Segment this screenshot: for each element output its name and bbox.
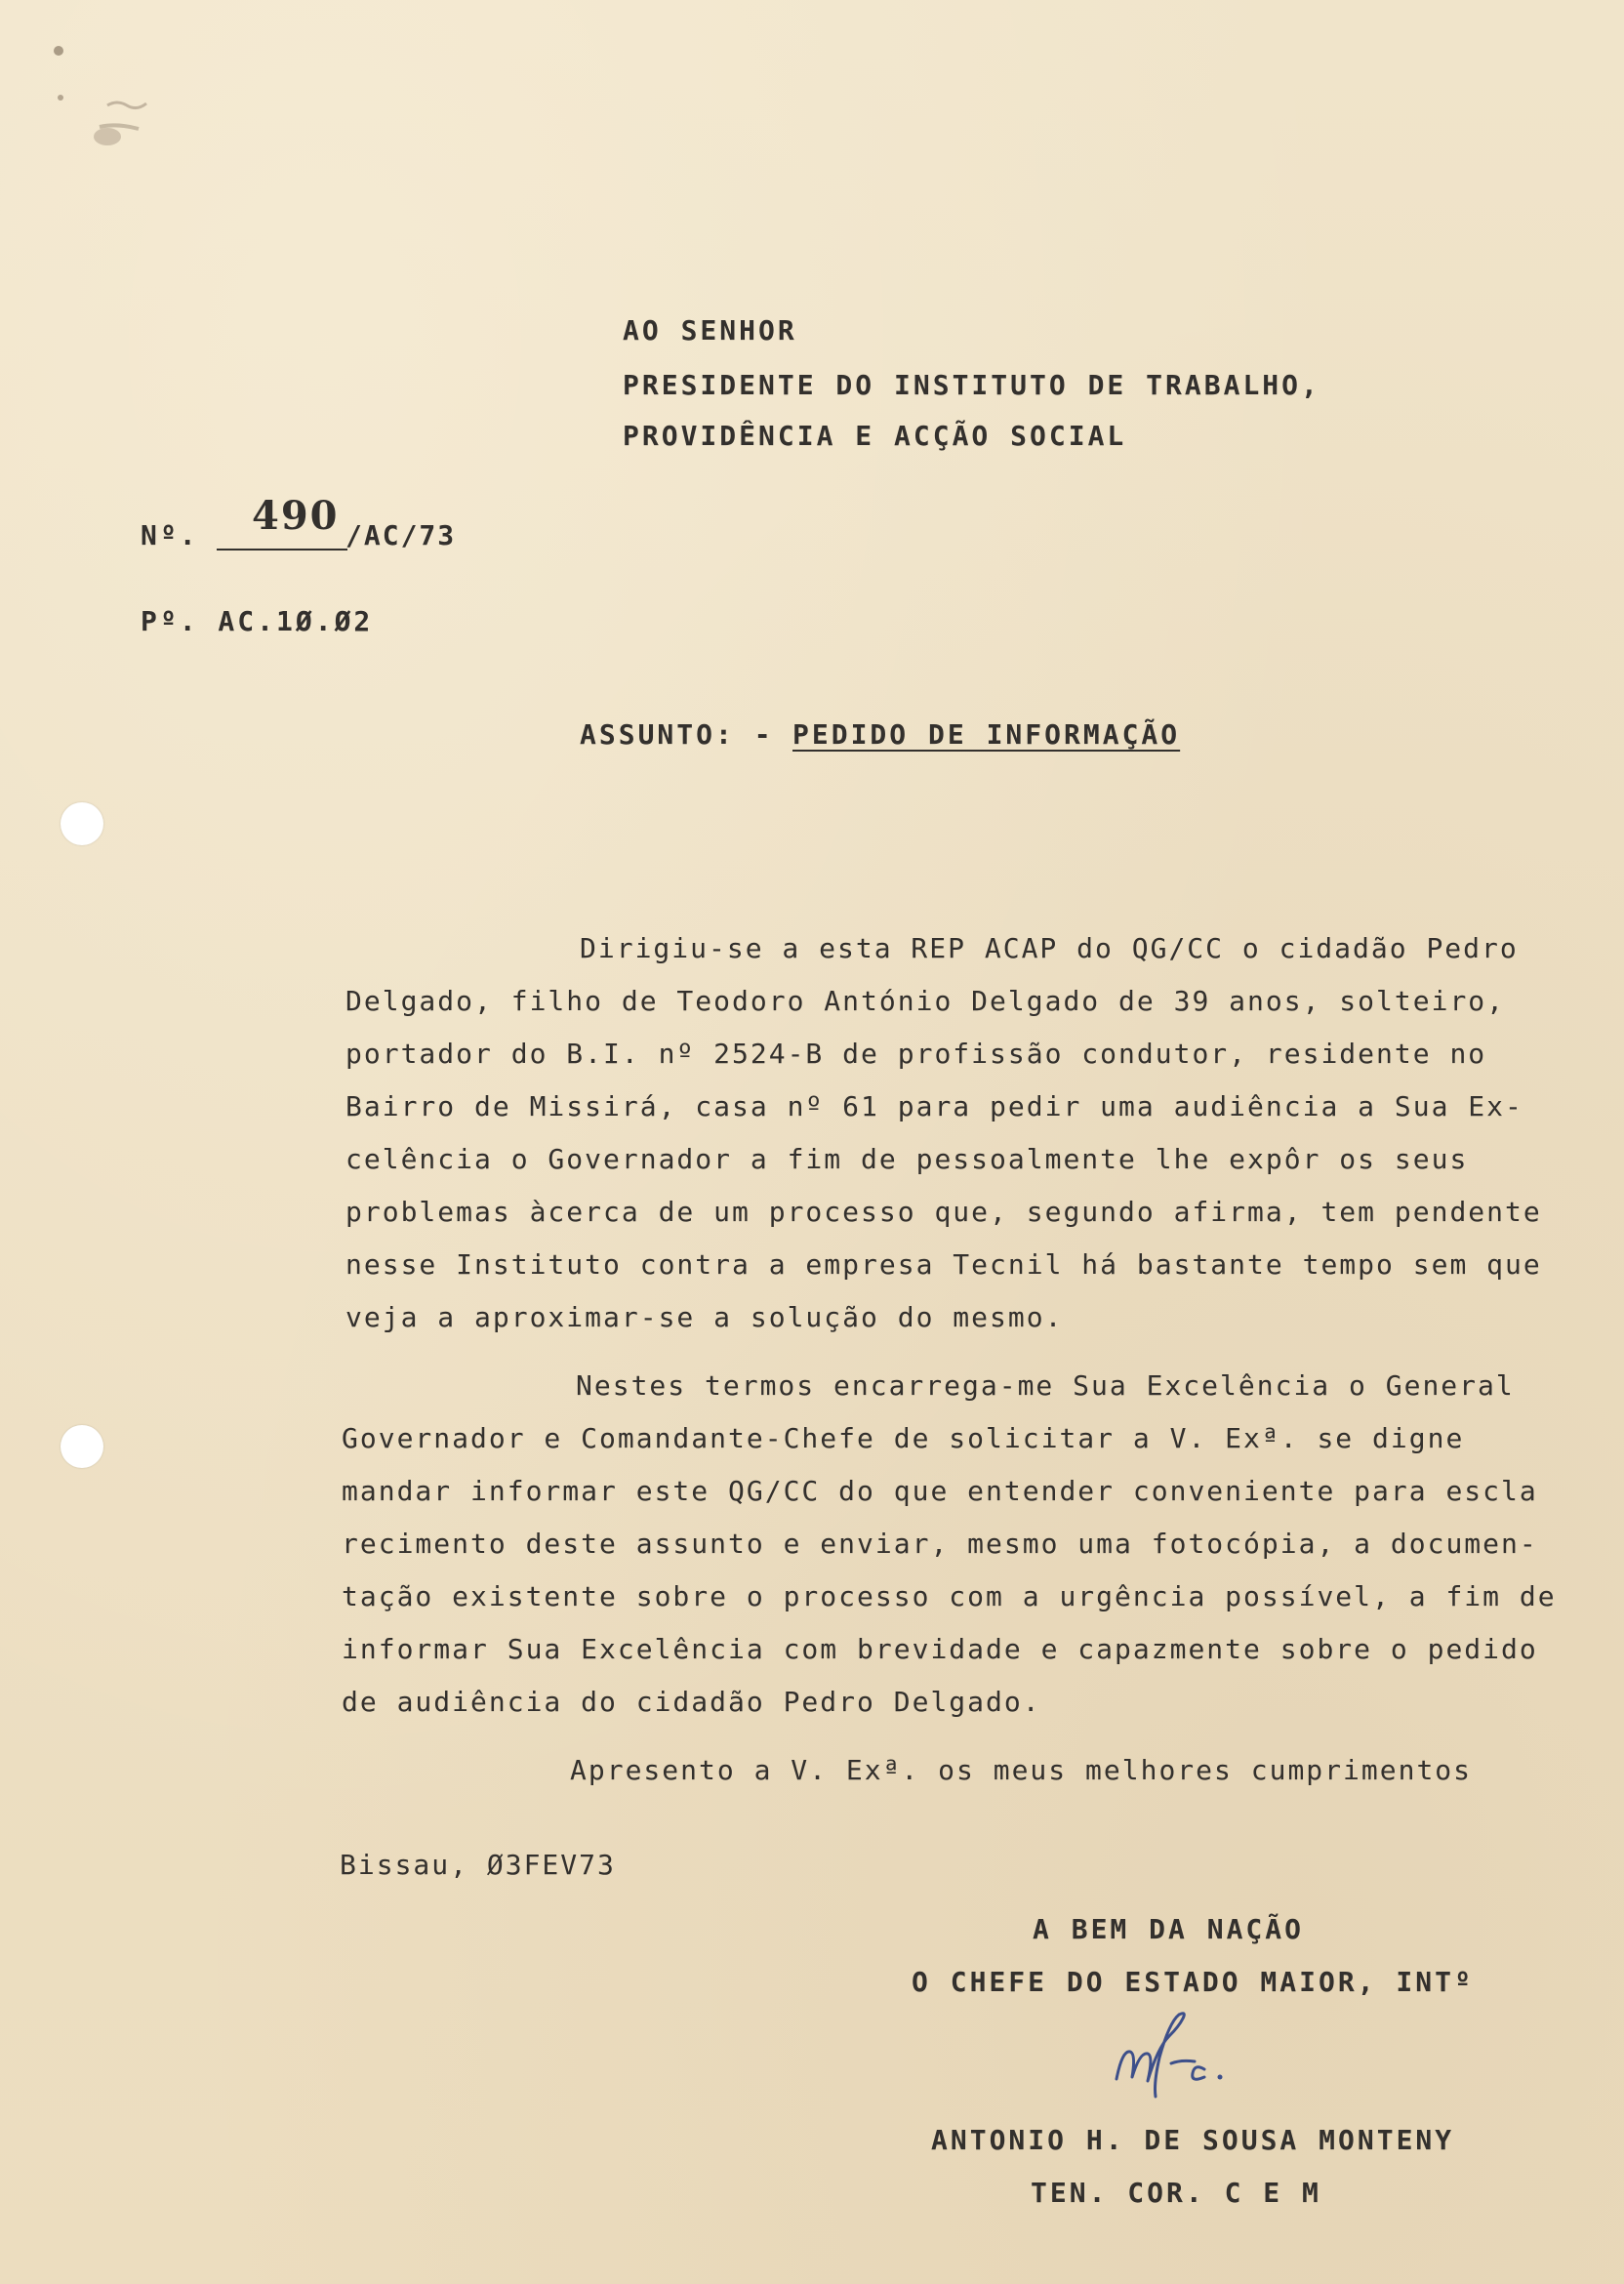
paragraph-1-line: Dirigiu-se a esta REP ACAP do QG/CC o cidadão Pedro — [580, 932, 1519, 964]
paragraph-2-line: de audiência do cidadão Pedro Delgado. — [342, 1686, 1041, 1718]
signatory-role: O CHEFE DO ESTADO MAIOR, INTº — [912, 1966, 1474, 1998]
salutation: A BEM DA NAÇÃO — [1033, 1913, 1305, 1945]
paragraph-2-line: mandar informar este QG/CC do que entender conveniente para escla — [342, 1475, 1538, 1507]
place-date: Bissau, Ø3FEV73 — [340, 1849, 616, 1881]
paragraph-2-line: tação existente sobre o processo com a urgência possível, a fim de — [342, 1580, 1557, 1612]
paragraph-1-line: veja a aproximar-se a solução do mesmo. — [345, 1301, 1064, 1333]
body-paragraph-1 — [345, 922, 1542, 1344]
process-reference: Pº. AC.1Ø.Ø2 — [141, 605, 374, 637]
paragraph-1-line: portador do B.I. nº 2524-B de profissão condutor, residente no — [345, 1038, 1487, 1070]
subject-label: ASSUNTO: - — [580, 718, 774, 751]
paragraph-1-line: Bairro de Missirá, casa nº 61 para pedir uma audiência a Sua Ex- — [345, 1090, 1523, 1122]
handwritten-signature — [1103, 2001, 1298, 2118]
paragraph-1-line: problemas àcerca de um processo que, segundo afirma, tem pendente — [345, 1196, 1542, 1228]
paragraph-1-line: celência o Governador a fim de pessoalmente lhe expôr os seus — [345, 1143, 1469, 1175]
address-line-3: PROVIDÊNCIA E ACÇÃO SOCIAL — [623, 420, 1127, 452]
ink-smudge — [39, 29, 195, 166]
closing-line: Apresento a V. Exª. os meus melhores cumprimentos — [570, 1754, 1473, 1786]
paragraph-2-line: Nestes termos encarrega-me Sua Excelência o General — [576, 1369, 1515, 1402]
punch-hole-top — [61, 802, 103, 845]
paragraph-1-line: nesse Instituto contra a empresa Tecnil há bastante tempo sem que — [345, 1248, 1542, 1281]
signatory-name: ANTONIO H. DE SOUSA MONTENY — [931, 2124, 1455, 2156]
reference-number-label: Nº. — [141, 519, 199, 551]
address-line-2: PRESIDENTE DO INSTITUTO DE TRABALHO, — [623, 369, 1320, 401]
paragraph-2-line: Governador e Comandante-Chefe de solicitar a V. Exª. se digne — [342, 1422, 1465, 1454]
body-paragraph-2 — [342, 1360, 1557, 1729]
reference-number-underline — [217, 549, 347, 551]
reference-number-value: 490 — [252, 493, 340, 539]
paragraph-2-line: recimento deste assunto e enviar, mesmo uma fotocópia, a documen- — [342, 1528, 1538, 1560]
reference-number-suffix: /AC/73 — [345, 519, 457, 551]
signatory-rank: TEN. COR. C E M — [1031, 2177, 1321, 2209]
paragraph-1-line: Delgado, filho de Teodoro António Delgado de 39 anos, solteiro, — [345, 985, 1506, 1017]
address-line-1: AO SENHOR — [623, 314, 797, 347]
punch-hole-bottom — [61, 1425, 103, 1468]
paragraph-2-line: informar Sua Excelência com brevidade e capazmente sobre o pedido — [342, 1633, 1538, 1665]
subject-value: PEDIDO DE INFORMAÇÃO — [792, 718, 1181, 751]
